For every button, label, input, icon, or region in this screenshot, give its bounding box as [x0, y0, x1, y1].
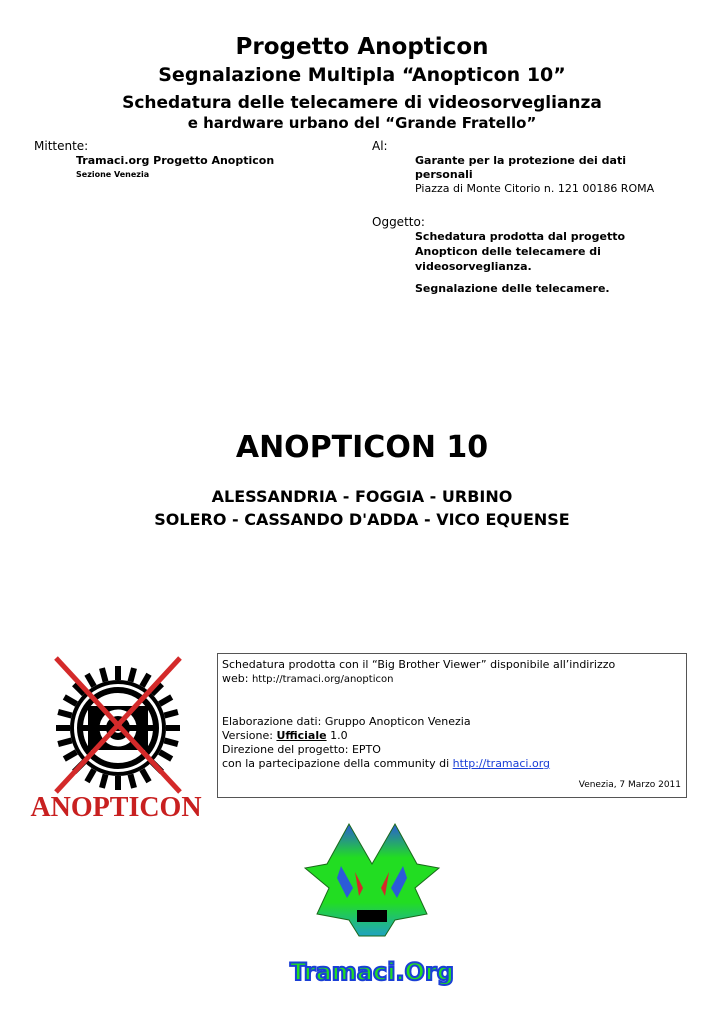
document-heading-line3: Schedatura delle telecamere di videosorveglianza	[122, 93, 602, 113]
info-web-label: web:	[222, 672, 249, 685]
info-versione	[222, 729, 682, 743]
tramaci-logo	[287, 818, 457, 990]
info-web-url: http://tramaci.org/anopticon	[251, 674, 394, 685]
info-partecipazione-line	[222, 757, 682, 771]
cities-line2: SOLERO - CASSANDO D'ADDA - VICO EQUENSE	[154, 510, 570, 529]
recipient-address: Piazza di Monte Citorio n. 121 00186 ROMA	[415, 182, 655, 195]
tramaci-logo-graphic	[287, 818, 457, 990]
sender-section: Sezione Venezia	[76, 170, 150, 179]
subject-line1: Schedatura prodotta dal progetto	[415, 230, 626, 243]
subject-line4: Segnalazione delle telecamere.	[415, 282, 610, 295]
anopticon-logo-text: ANOPTICON	[30, 792, 202, 822]
tramaci-logo-text: Tramaci.Org	[290, 958, 454, 986]
cities-line1: ALESSANDRIA - FOGGIA - URBINO	[211, 487, 513, 506]
info-box	[217, 653, 687, 798]
subject-label: Oggetto:	[372, 215, 425, 229]
community-link[interactable]: http://tramaci.org	[452, 757, 551, 770]
info-elaborazione: Elaborazione dati: Gruppo Anopticon Venezia	[222, 715, 471, 728]
info-web-line	[222, 672, 682, 687]
sender-label: Mittente:	[34, 139, 89, 153]
subject-line3: videosorveglianza.	[415, 260, 532, 273]
info-partecipazione: con la partecipazione della community di	[222, 757, 450, 770]
anopticon-logo-graphic	[30, 652, 202, 822]
document-subtitle: Segnalazione Multipla “Anopticon 10”	[158, 64, 566, 86]
info-versione-number: 1.0	[330, 729, 348, 742]
document-title: Progetto Anopticon	[235, 34, 489, 60]
recipient-name-line2: personali	[415, 168, 473, 181]
recipient-name-line1: Garante per la protezione dei dati	[415, 154, 626, 167]
recipient-label: Al:	[372, 139, 388, 153]
info-date: Venezia, 7 Marzo 2011	[578, 780, 681, 790]
info-versione-value: Ufficiale	[276, 729, 327, 742]
info-line1: Schedatura prodotta con il “Big Brother Viewer” disponibile all’indirizzo	[222, 658, 616, 671]
info-direzione: Direzione del progetto: EPTO	[222, 743, 381, 756]
info-versione-label: Versione:	[222, 729, 273, 742]
sender-name: Tramaci.org Progetto Anopticon	[76, 154, 275, 167]
anopticon-logo	[30, 652, 202, 822]
subject-line2: Anopticon delle telecamere di	[415, 245, 601, 258]
main-title: ANOPTICON 10	[235, 430, 489, 465]
document-heading-line4: e hardware urbano del “Grande Fratello”	[187, 114, 537, 132]
